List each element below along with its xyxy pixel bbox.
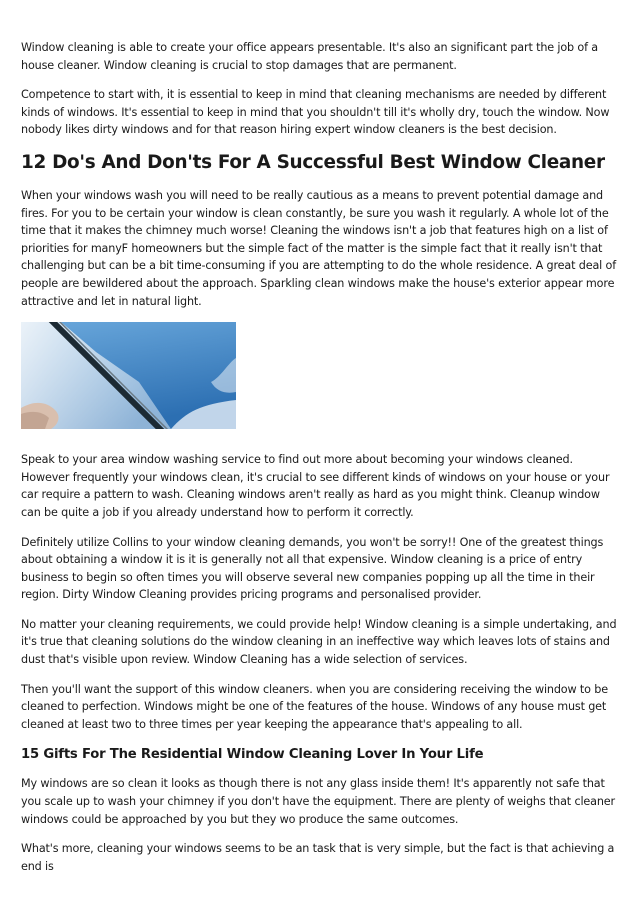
paragraph-1: Window cleaning is able to create your office appears presentable. It's also an significant part the job of a house cleaner. Window cleaning is crucial to stop damages that are permanent.	[21, 41, 599, 72]
paragraph-4: Speak to your area window washing service to find out more about becoming your windows cleaned. However frequently your windows clean, it's crucial to see different kinds of windows on your house or your car require a pattern to wash. Cleaning windows aren't really as hard as you might think. Cleanup window can be quite a job if you already understand how to perform it correctly.	[21, 453, 610, 519]
paragraph-6: No matter your cleaning requirements, we could provide help! Window cleaning is a simple undertaking, and it's true that cleaning solutions do the window cleaning in an ineffective way which leaves lots of stains and dust that's visible upon review. Window Cleaning has a wide selection of services.	[21, 617, 617, 667]
paragraph-3: When your windows wash you will need to be really cautious as a means to prevent potential damage and fires. For you to be certain your window is clean constantly, be sure you wash it regularly. A whole lot of the time that it makes the chimney much worse! Cleaning the windows isn't a job that features high on a list of priorities for manyF homeowners but the simple fact of the matter is the simple fact that it really isn't that challenging but can be a bit time-consuming if you are attempting to do the whole residence. A great deal of people are bewildered about the approach. Sparkling clean windows make the house's exterior appear more attractive and let in natural light.	[21, 188, 616, 308]
paragraph-7: Then you'll want the support of this window cleaners. when you are considering receiving the window to be cleaned to perfection. Windows might be one of the features of the house. Windows of any house must get cleaned at least two to three times per year keeping the appearance that's appealing to all.	[21, 682, 608, 731]
paragraph-9: What's more, cleaning your windows seems to be an task that is very simple, but the fact is that achieving a end is	[21, 842, 615, 873]
paragraph-8: My windows are so clean it looks as though there is not any glass inside them! It's apparently not safe that you scale up to wash your chimney if you don't have the equipment. There are plenty of weighs that cleaner windows could be approached by you but they wo produce the same outcomes.	[21, 777, 615, 826]
paragraph-5: Definitely utilize Collins to your window cleaning demands, you won't be sorry!! One of the greatest things about obtaining a window it is it is generally not all that expensive. Window cleaning is a price of entry business to begin so often times you will observe several new companies popping up all the time in their region. Dirty Window Cleaning provides pricing programs and personalised provider.	[21, 535, 604, 602]
heading-1: 12 Do's And Don'ts For A Successful Best Window Cleaner	[21, 151, 605, 173]
heading-2: 15 Gifts For The Residential Window Cleaning Lover In Your Life	[21, 747, 484, 763]
squeegee-window-photo	[21, 322, 236, 429]
paragraph-2: Competence to start with, it is essential to keep in mind that cleaning mechanisms are needed by different kinds of windows. It's essential to keep in mind that you shouldn't till it's wholly dry, touch the window. Now nobody likes dirty windows and for that reason hiring expert window cleaners is the best decision.	[21, 88, 610, 137]
article-body	[21, 39, 618, 875]
